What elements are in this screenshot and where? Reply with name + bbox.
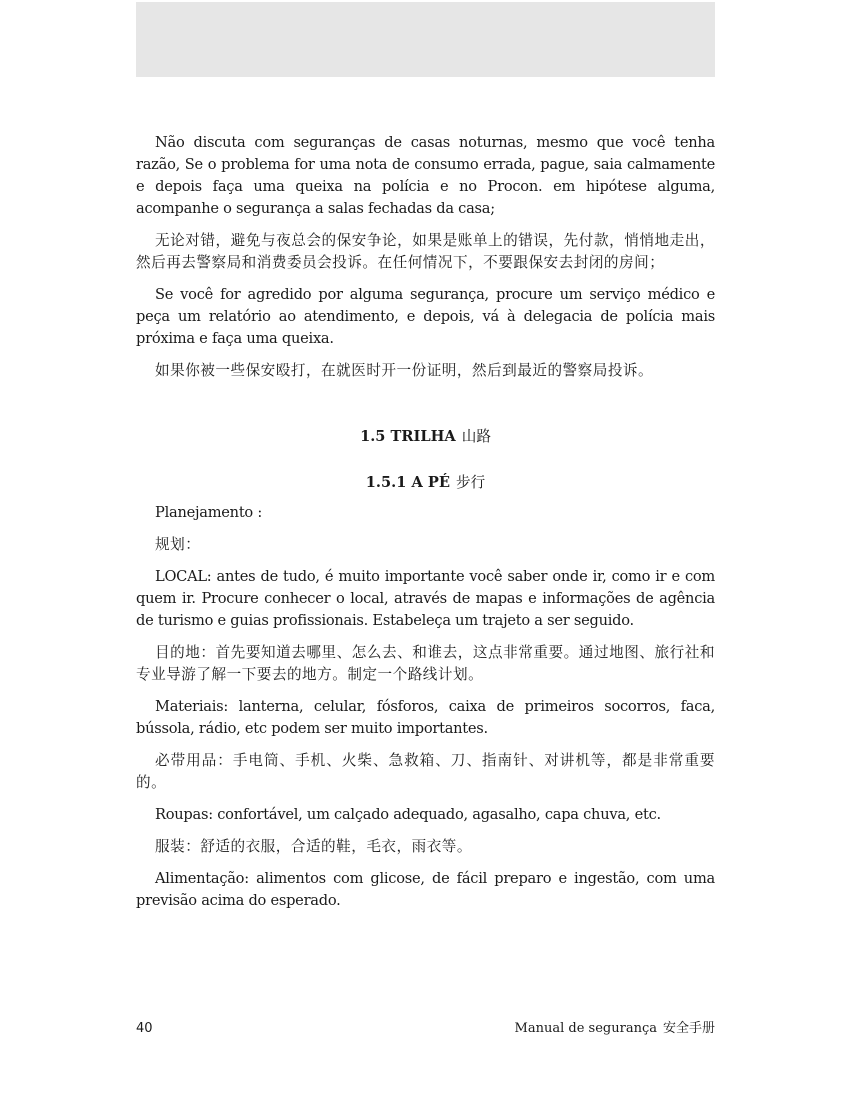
- paragraph-planning-pt: Planejamento :: [155, 504, 263, 521]
- subsection-heading-zh: 步行: [456, 474, 486, 491]
- subsection-heading: [136, 472, 715, 494]
- paragraph-assault-pt: Se você for agredido por alguma segurança, procure um serviço médico e peça um relatório ao atendimento, e depois, vá à delegacia de polícia mais próxima e faça uma queixa.: [136, 286, 715, 347]
- page-footer: [136, 1019, 715, 1039]
- paragraph-local-zh: 目的地：首先要知道去哪里、怎么去、和谁去，这点非常重要。通过地图、旅行社和专业导游了解一下要去的地方。制定一个路线计划。: [136, 644, 715, 683]
- subsection-heading-label: 1.5.1 A PÉ: [365, 474, 450, 491]
- section-heading: [136, 426, 715, 448]
- running-title: [515, 1019, 715, 1039]
- paragraph-materials-pt: Materiais: lanterna, celular, fósforos, caixa de primeiros socorros, faca, bússola, rádio, etc podem ser muito importantes.: [136, 698, 715, 737]
- paragraph-nightclub-pt: Não discuta com seguranças de casas noturnas, mesmo que você tenha razão, Se o problema for uma nota de consumo errada, pague, saia calmamente e depois faça uma queixa na polícia e no Procon. em hipótese alguma, acompanhe o segurança a salas fechadas da casa;: [136, 134, 715, 217]
- paragraph-planning-zh: 规划：: [155, 536, 201, 553]
- paragraph-assault-zh: 如果你被一些保安殴打，在就医时开一份证明，然后到最近的警察局投诉。: [155, 362, 654, 379]
- paragraph-materials-zh: 必带用品：手电筒、手机、火柴、急救箱、刀、指南针、对讲机等，都是非常重要的。: [136, 752, 715, 791]
- paragraph-clothes-pt: Roupas: confortável, um calçado adequado, agasalho, capa chuva, etc.: [155, 806, 661, 823]
- paragraph-nightclub-zh: 无论对错，避免与夜总会的保安争论，如果是账单上的错误，先付款，悄悄地走出，然后再去警察局和消费委员会投诉。在任何情况下，不要跟保安去封闭的房间；: [136, 232, 715, 271]
- page-content: [136, 132, 715, 922]
- running-title-zh: 安全手册: [662, 1021, 715, 1036]
- paragraph-clothes-zh: 服装：舒适的衣服，合适的鞋，毛衣，雨衣等。: [155, 838, 472, 855]
- header-band: [136, 2, 715, 77]
- paragraph-local-pt: LOCAL: antes de tudo, é muito importante você saber onde ir, como ir e com quem ir. Procure conhecer o local, através de mapas e informações de agência de turismo e guias profissionais. Estabeleça um trajeto a ser seguido.: [136, 568, 715, 629]
- section-heading-zh: 山路: [461, 428, 491, 445]
- page-number: 40: [136, 1021, 153, 1036]
- section-heading-label: 1.5 TRILHA: [360, 428, 456, 445]
- paragraph-food-pt: Alimentação: alimentos com glicose, de fácil preparo e ingestão, com uma previsão acima do esperado.: [136, 870, 715, 909]
- running-title-pt: Manual de segurança: [514, 1021, 657, 1036]
